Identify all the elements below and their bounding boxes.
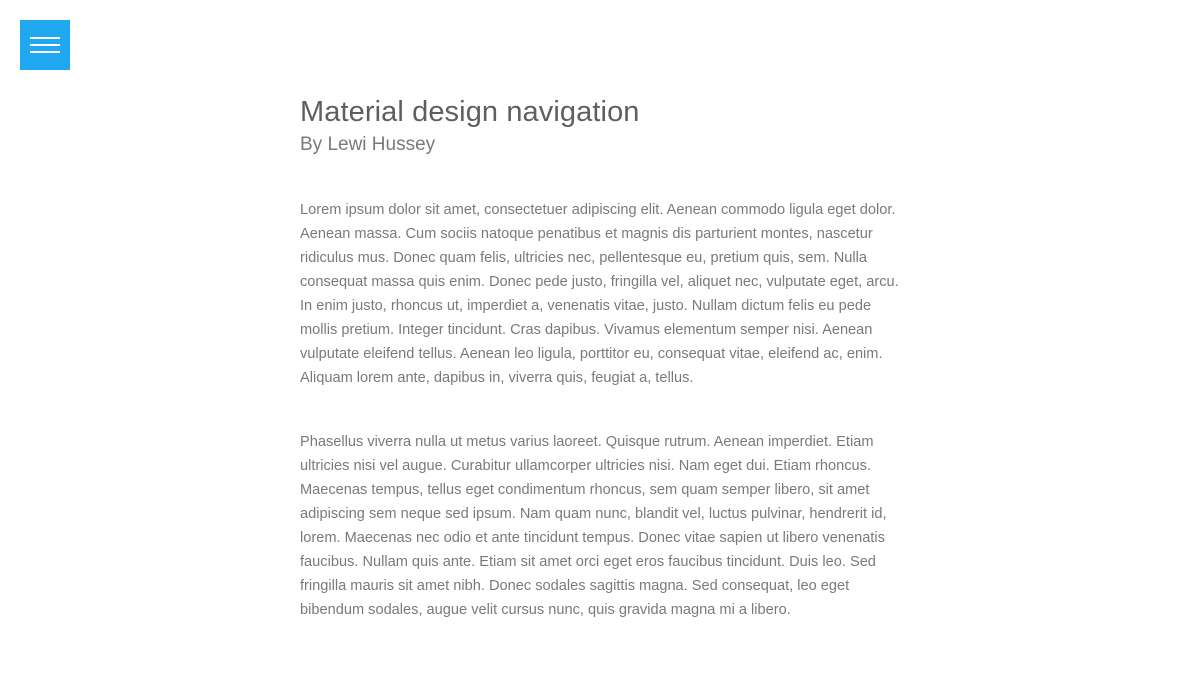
article-paragraph: Lorem ipsum dolor sit amet, consectetuer adipiscing elit. Aenean commodo ligula eget dolor. Aenean massa. Cum sociis natoque penatibus et magnis dis parturient montes, nascetur ridiculus mus. Donec quam felis, ultricies nec, pellentesque eu, pretium quis, sem. Nulla consequat massa quis enim. Donec pede justo, fringilla vel, aliquet nec, vulputate eget, arcu. In enim justo, rhoncus ut, imperdiet a, venenatis vitae, justo. Nullam dictum felis eu pede mollis pretium. Integer tincidunt. Cras dapibus. Vivamus elementum semper nisi. Aenean vulputate eleifend tellus. Aenean leo ligula, porttitor eu, consequat vitae, eleifend ac, enim. Aliquam lorem ante, dapibus in, viverra quis, feugiat a, tellus. <box>300 202 899 386</box>
hamburger-menu-icon <box>30 37 60 53</box>
author-byline: By Lewi Hussey <box>300 134 436 155</box>
menu-icon-bar <box>30 44 60 46</box>
article-paragraph: Phasellus viverra nulla ut metus varius laoreet. Quisque rutrum. Aenean imperdiet. Etiam ultricies nisi vel augue. Curabitur ullamcorper ultricies nisi. Nam eget dui. Etiam rhoncus. Maecenas tempus, tellus eget condimentum rhoncus, sem quam semper libero, sit amet adipiscing sem neque sed ipsum. Nam quam nunc, blandit vel, luctus pulvinar, hendrerit id, lorem. Maecenas nec odio et ante tincidunt tempus. Donec vitae sapien ut libero venenatis faucibus. Nullam quis ante. Etiam sit amet orci eget eros faucibus tincidunt. Duis leo. Sed fringilla mauris sit amet nibh. Donec sodales sagittis magna. Sed consequat, leo eget bibendum sodales, augue velit cursus nunc, quis gravida magna mi a libero. <box>300 434 887 618</box>
menu-icon-bar <box>30 37 60 39</box>
menu-toggle-button[interactable] <box>20 20 70 70</box>
page-title: Material design navigation <box>300 96 640 128</box>
menu-icon-bar <box>30 51 60 53</box>
article <box>300 94 900 622</box>
